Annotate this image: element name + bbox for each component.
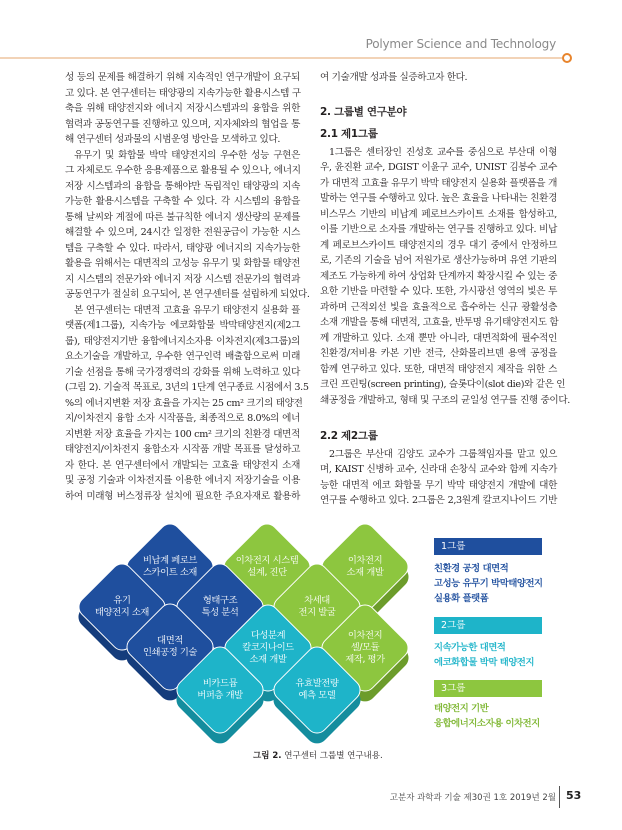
body-text-line: 1그룹은 센터장인 진성호 교수를 중심으로 부산대 이형 <box>329 146 557 158</box>
page-number: 53 <box>566 789 582 802</box>
tile-label: 비카드뮴 버퍼층 개발 <box>197 678 243 701</box>
body-text-line: 랫폼(제1그룹), 지속가능 에코화합물 박막태양전지(제2그 <box>65 320 300 331</box>
legend-group1-text: 친환경 공정 대면적 고성능 유무기 박막태양전지 실용화 플랫폼 <box>434 563 543 604</box>
tile-label: 이차전지 시스템 설계, 진단 <box>235 555 299 578</box>
body-text-line: 비스무스 기반의 비납계 페로브스카이트 소재를 합성하고, <box>320 208 557 220</box>
body-text-line: 지 시스템의 전문가와 에너지 저장 시스템 전문가의 협력과 <box>65 273 300 285</box>
body-text-line: 협력과 공동연구를 진행하고 있으며, 지자체와의 협업을 통 <box>65 118 300 130</box>
figure-caption <box>253 749 383 761</box>
left-text-column <box>65 70 310 510</box>
footer-journal-info: 고분자 과학과 기술 제30권 1호 2019년 2월 <box>389 793 556 803</box>
tile-label: 차세대 전지 발굴 <box>298 595 336 618</box>
legend-group3-text: 태양전지 기반 융합에너지소자용 이차전지 <box>434 703 540 729</box>
body-text-line: 능한 대면적 에코 화합물 무기 박막 태양전지 개발에 대한 <box>320 479 557 491</box>
body-text-line: 룹), 태양전지기반 융합에너지소자용 이차전지(제3그룹)의 <box>65 335 300 347</box>
section-heading: 2. 그룹별 연구분야 <box>320 106 407 118</box>
body-text-line: %의 에너지변환 저장 효율을 가지는 25 cm² 크기의 태양전 <box>65 397 303 409</box>
body-text-line: 로, 기존의 기술을 넘어 저원가로 생산가능하며 유연 기판의 <box>320 255 557 266</box>
tile-label: 비납계 페로브 스카이트 소재 <box>142 555 198 578</box>
body-text-line: 축을 위해 태양전지와 에너지 저장시스템과의 융합을 위한 <box>65 103 300 114</box>
footer-divider <box>559 786 560 808</box>
journal-title: Polymer Science and Technology <box>365 37 556 51</box>
body-text-line: 유무기 및 화합물 박막 태양전지의 우수한 성능 구현은 <box>74 149 300 161</box>
body-text-line: 태양전지/이차전지 융합소자 시작품 개발 목표를 달성하고 <box>65 444 300 455</box>
body-text-line: 여 기술개발 성과를 실증하고자 한다. <box>320 72 468 83</box>
body-text-line: 친환경/저비용 카본 기반 전극, 산화몰리브덴 용액 공정을 <box>320 348 557 359</box>
body-text-line: 지/이차전지 융합 소자 시작품을, 최종적으로 8.0%의 에너 <box>65 413 300 424</box>
caption-text: 연구센터 그룹별 연구내용. <box>281 751 383 761</box>
header-circle-icon <box>562 53 572 63</box>
tile-label: 형태구조 특성 분석 <box>201 595 239 618</box>
body-text-line: 및 공정 기술과 이차전지를 이용한 에너지 저장기술을 이용 <box>65 475 300 486</box>
body-text-line: 활용을 위해서는 대면적의 고성능 유무기 및 화합물 태양전 <box>65 258 300 269</box>
subsection-heading-group2: 2.2 제2그룹 <box>320 430 378 442</box>
body-text-line: 께 개발하고 있다. 소재 뿐만 아니라, 대면적화에 필수적인 <box>320 332 557 344</box>
body-text-line: 2그룹은 부산대 김양도 교수가 그룹책임자를 맡고 있으 <box>329 448 557 460</box>
legend-group1-badge: 1그룹 <box>434 538 542 555</box>
subsection-heading-group1: 2.1 제1그룹 <box>320 128 378 140</box>
body-text-line: 저장 시스템과의 융합을 통해야만 독립적인 태양광의 지속 <box>65 180 300 192</box>
legend-group3-badge: 3그룹 <box>434 680 542 697</box>
body-text-line: 소재 개발을 통해 대면적, 고효율, 반투명 유기태양전지도 함 <box>320 317 559 328</box>
body-text-line: 본 연구센터는 대면적 고효율 유무기 태양전지 실용화 플 <box>74 304 300 316</box>
body-text-line: 쇄공정을 개발하고, 형태 및 구조의 균일성 연구를 진행 중이다. <box>320 394 570 406</box>
body-text-line: 성 등의 문제를 해결하기 위해 지속적인 연구개발이 요구되 <box>65 72 300 83</box>
body-text-line: 우, 윤진환 교수, DGIST 이윤구 교수, UNIST 김봉수 교수 <box>320 162 557 173</box>
body-text-line: 이를 기반으로 소자를 개발하는 연구를 진행하고 있다. 비납 <box>320 224 557 235</box>
legend-group2-badge: 2그룹 <box>434 617 542 634</box>
body-text-line: 가 대면적 고효율 유무기 박막 태양전지 실용화 플랫폼을 개 <box>320 177 557 189</box>
body-text-line: 통해 날씨와 계절에 따른 불규칙한 에너지 생산량의 문제를 <box>65 211 300 223</box>
header-rule <box>0 57 562 59</box>
body-text-line: 기술 선점을 통해 국가경쟁력의 강화를 위해 노력하고 있다 <box>65 366 300 378</box>
body-text-line: 공동연구가 절실히 요구되어, 본 연구센터를 설립하게 되었다. <box>65 289 310 300</box>
body-text-line: 템을 구축할 수 있다. 따라서, 태양광 에너지의 지속가능한 <box>65 242 300 254</box>
body-text-line: 해 연구센터 성과물의 시범운영 방안을 모색하고 있다. <box>65 134 281 145</box>
body-text-line: 연구를 수행하고 있다. 2그룹은 2,3원계 칼코지나이드 기반 <box>320 495 557 506</box>
body-text-line: 지변환 저장 효율을 가지는 100 cm² 크기의 친환경 대면적 <box>65 428 300 440</box>
body-text-line: 계 페로브스카이트 태양전지의 경우 대기 중에서 안정하므 <box>320 239 557 251</box>
body-text-line: 크린 프린팅(screen printing), 슬롯다이(slot die)와 같은 인 <box>320 379 566 390</box>
tile-label: 다성분계 칼코지나이드 소재 개발 <box>242 630 294 665</box>
body-text-line: 자 한다. 본 연구센터에서 개발되는 고효율 태양전지 소재 <box>65 459 300 471</box>
body-text-line: 요한 기반을 마련할 수 있다. 또한, 가시광선 영역의 빛은 투 <box>320 286 557 297</box>
body-text-line: 고 있다. 본 연구센터는 태양광의 지속가능한 활용시스템 구 <box>65 87 301 99</box>
body-text-line: 하여 미래형 버스정류장 설치에 필요한 주요자재로 활용하 <box>65 490 300 502</box>
body-text-line: 그 자체로도 우수한 응용제품으로 활용될 수 있으나, 에너지 <box>65 165 301 176</box>
body-text-line: 과하며 근적외선 빛을 효율적으로 흡수하는 신규 광활성층 <box>320 301 557 313</box>
body-text-line: 함께 연구하고 있다. 또한, 대면적 태양전지 제작을 위한 스 <box>320 363 557 375</box>
tile-label: 유효발전량 예측 모델 <box>295 678 339 701</box>
tile-label: 이차전지 셀/모듈 제작, 평가 <box>345 630 385 665</box>
right-text-column <box>320 70 570 510</box>
body-text-line: 해결할 수 있으며, 24시간 일정한 전원공급이 가능한 시스 <box>65 227 300 238</box>
body-text-line: 요소기술을 개발하고, 우수한 연구인력 배출함으로써 미래 <box>65 351 300 362</box>
body-text-line: 제조도 가능하게 하여 상업화 단계까지 확장시킬 수 있는 중 <box>320 270 557 282</box>
body-text-line: (그림 2). 기술적 목표로, 3년의 1단계 연구종료 시점에서 3.5 <box>65 382 309 393</box>
tile-label: 대면적 인쇄공정 기술 <box>142 635 198 658</box>
tile-label: 이차전지 소재 개발 <box>346 555 384 578</box>
body-text-line: 며, KAIST 신병하 교수, 신라대 손창식 교수와 함께 지속가 <box>320 464 557 475</box>
tile-label: 유기 태양전지 소재 <box>94 595 150 618</box>
legend-group2-text: 지속가능한 대면적 에코화합물 박막 태양전지 <box>434 642 535 668</box>
body-text-line: 발하는 연구를 수행하고 있다. 높은 효율을 나타내는 친환경 <box>320 193 557 204</box>
caption-label: 그림 2. <box>253 751 282 761</box>
body-text-line: 가능한 활용시스템을 구축할 수 있다. 각 시스템의 융합을 <box>65 196 300 207</box>
